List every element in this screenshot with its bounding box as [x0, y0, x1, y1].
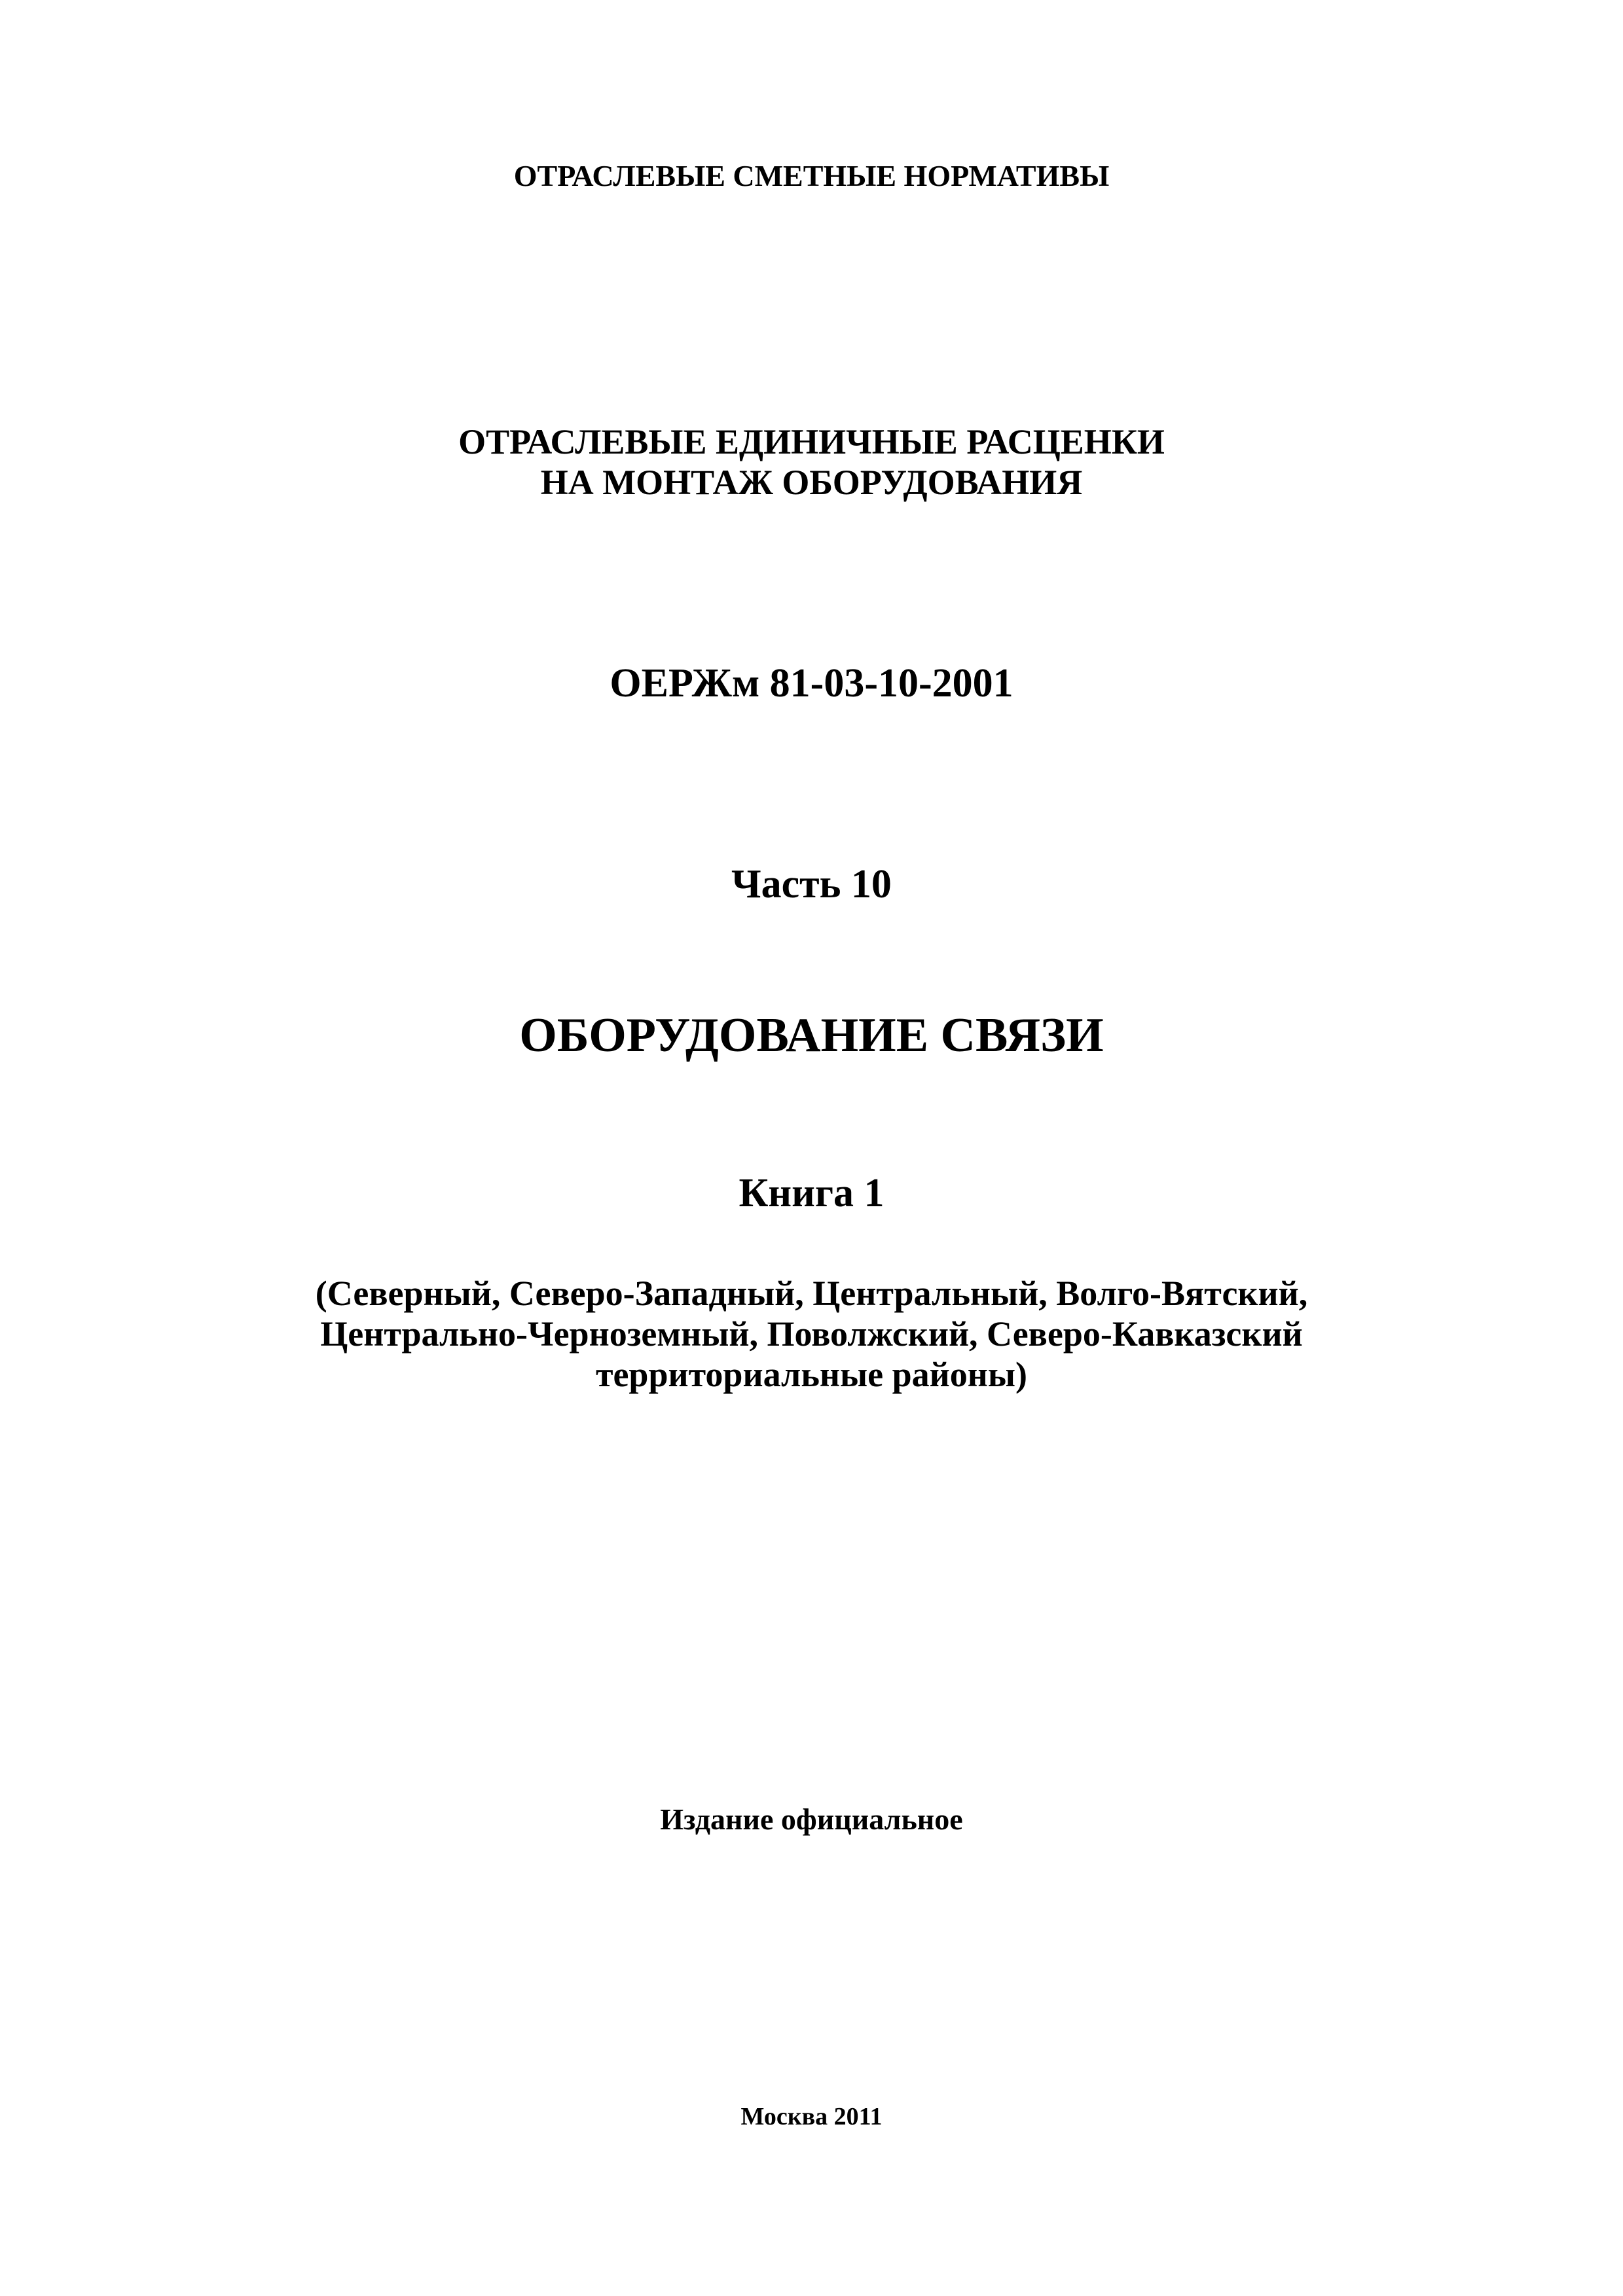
- place-and-year: Москва 2011: [740, 2103, 883, 2130]
- regions-line-1: (Северный, Северо-Западный, Центральный, Волго-Вятский,: [315, 1274, 1308, 1313]
- edition-note: Издание официальное: [660, 1803, 963, 1836]
- document-title-line-1: ОТРАСЛЕВЫЕ ЕДИНИЧНЫЕ РАСЦЕНКИ: [458, 422, 1165, 461]
- subject-title: ОБОРУДОВАНИЕ СВЯЗИ: [519, 1009, 1104, 1062]
- regions-line-2: Центрально-Черноземный, Поволжский, Северо-Кавказский: [320, 1314, 1303, 1354]
- regions-line-3: территориальные районы): [595, 1355, 1028, 1394]
- document-title-line-2: НА МОНТАЖ ОБОРУДОВАНИЯ: [540, 463, 1083, 502]
- document-code: ОЕРЖм 81-03-10-2001: [610, 661, 1013, 706]
- series-heading: ОТРАСЛЕВЫЕ СМЕТНЫЕ НОРМАТИВЫ: [513, 159, 1110, 192]
- book-number: Книга 1: [739, 1171, 884, 1215]
- part-number: Часть 10: [731, 862, 892, 906]
